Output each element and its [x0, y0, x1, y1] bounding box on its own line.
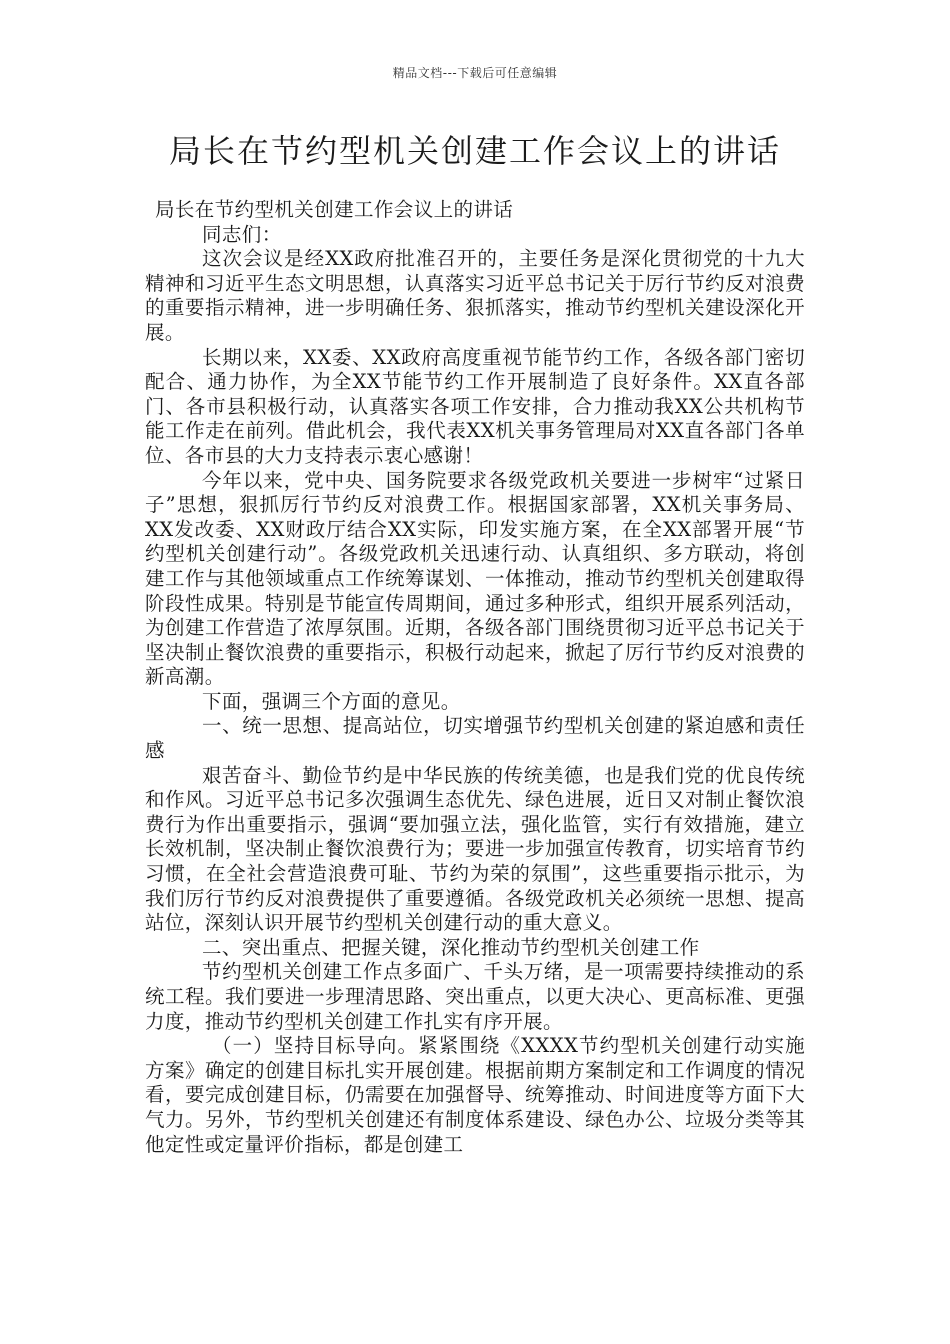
salutation: 同志们：	[202, 222, 282, 246]
document-title: 局长在节约型机关创建工作会议上的讲话	[168, 132, 781, 170]
section-heading-2: 二、突出重点、把握关键，深化推动节约型机关创建工作	[202, 935, 700, 959]
section-heading-1: 一、统一思想、提高站位，切实增强节约型机关创建的紧迫感和责任感	[145, 714, 805, 763]
paragraph-background: 长期以来，XX委、XX政府高度重视节能节约工作，各级各部门密切配合、通力协作，为全XX节能节约工作开展制造了良好条件。XX直各部门、各市县积极行动，认真落实各项工作安排，合力推动我XX公共机构节能工作走在前列。借此机会，我代表XX机关事务管理局对XX直各部门各单位、各市县的大力支持表示衷心感谢！	[145, 345, 805, 467]
page-header-note: 精品文档---下载后可任意编辑	[392, 66, 558, 80]
paragraph-intro: 这次会议是经XX政府批准召开的，主要任务是深化贯彻党的十九大精神和习近平生态文明思想，认真落实习近平总书记关于厉行节约反对浪费的重要指示精神，进一步明确任务、狠抓落实，推动节约型机关建设深化开展。	[145, 247, 805, 344]
paragraph-transition: 下面，强调三个方面的意见。	[202, 689, 461, 713]
document-body	[145, 198, 805, 1157]
paragraph-subsection-1: （一）坚持目标导向。紧紧围绕《XXXX节约型机关创建行动实施方案》确定的创建目标扎实开展创建。根据前期方案制定和工作调度的情况看，要完成创建目标，仍需要在加强督导、统筹推动、时间进度等方面下大气力。另外，节约型机关创建还有制度体系建设、绿色办公、垃圾分类等其他定性或定量评价指标，都是创建工	[145, 1034, 805, 1156]
document-subtitle: 局长在节约型机关创建工作会议上的讲话	[155, 198, 514, 221]
paragraph-progress: 今年以来，党中央、国务院要求各级党政机关要进一步树牢“过紧日子”思想，狠抓厉行节约反对浪费工作。根据国家部署，XX机关事务局、XX发改委、XX财政厅结合XX实际，印发实施方案，在全XX部署开展“节约型机关创建行动”。各级党政机关迅速行动、认真组织、多方联动，将创建工作与其他领域重点工作统筹谋划、一体推动，推动节约型机关创建取得阶段性成果。特别是节能宣传周期间，通过多种形式，组织开展系列活动，为创建工作营造了浓厚氛围。近期，各级各部门围绕贯彻习近平总书记关于坚决制止餐饮浪费的重要指示，积极行动起来，掀起了厉行节约反对浪费的新高潮。	[145, 468, 805, 689]
paragraph-section-1: 艰苦奋斗、勤俭节约是中华民族的传统美德，也是我们党的优良传统和作风。习近平总书记多次强调生态优先、绿色进展，近日又对制止餐饮浪费行为作出重要指示，强调“要加强立法，强化监管，实行有效措施，建立长效机制，坚决制止餐饮浪费行为；要进一步加强宣传教育，切实培育节约习惯，在全社会营造浪费可耻、节约为荣的氛围”，这些重要指示批示，为我们厉行节约反对浪费提供了重要遵循。各级党政机关必须统一思想、提高站位，深刻认识开展节约型机关创建行动的重大意义。	[145, 763, 805, 935]
paragraph-section-2: 节约型机关创建工作点多面广、千头万绪，是一项需要持续推动的系统工程。我们要进一步理清思路、突出重点，以更大决心、更高标准、更强力度，推动节约型机关创建工作扎实有序开展。	[145, 960, 805, 1033]
